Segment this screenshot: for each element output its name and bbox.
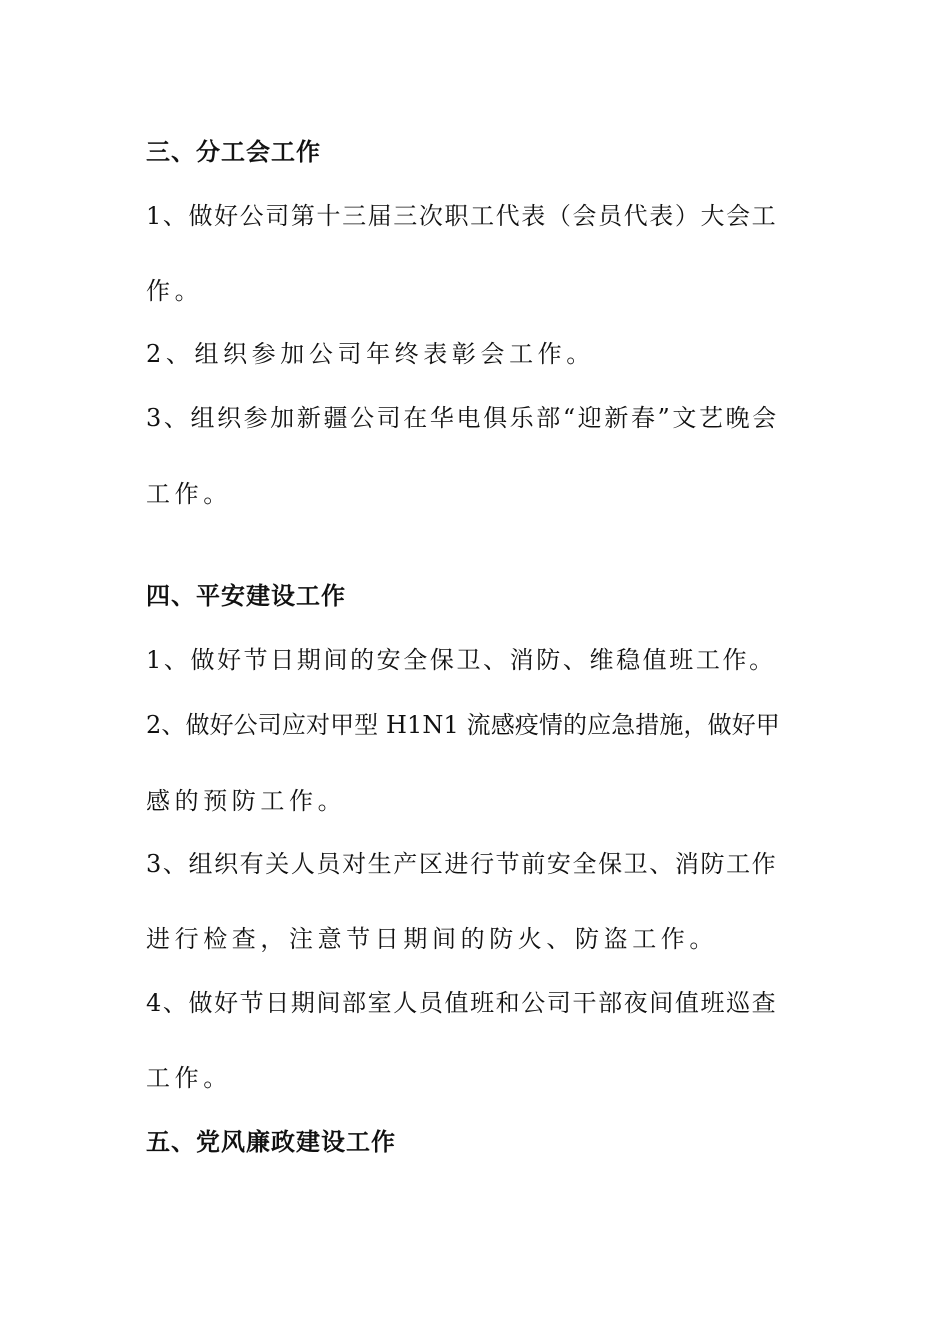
section-heading-5: 五、党风廉政建设工作: [146, 1127, 396, 1156]
section-heading-3: 三、分工会工作: [146, 137, 321, 166]
paragraph-line: 感的预防工作。: [146, 787, 347, 815]
paragraph-line: 3、组织参加新疆公司在华电俱乐部“迎新春”文艺晚会: [146, 404, 779, 432]
section-heading-4: 四、平安建设工作: [146, 581, 346, 610]
paragraph-line: 2、组织参加公司年终表彰会工作。: [146, 340, 595, 368]
paragraph-line: 2、做好公司应对甲型 H1N1 流感疫情的应急措施，做好甲: [146, 711, 780, 739]
paragraph-line: 作。: [146, 277, 204, 305]
paragraph-line: 1、做好公司第十三届三次职工代表（会员代表）大会工: [146, 202, 778, 230]
paragraph-line: 工作。: [146, 1064, 232, 1092]
paragraph-line: 3、组织有关人员对生产区进行节前安全保卫、消防工作: [146, 850, 778, 878]
paragraph-line: 进行检查，注意节日期间的防火、防盗工作。: [146, 925, 718, 953]
paragraph-line: 工作。: [146, 480, 232, 508]
paragraph-line: 1、做好节日期间的安全保卫、消防、维稳值班工作。: [146, 646, 776, 674]
paragraph-line: 4、做好节日期间部室人员值班和公司干部夜间值班巡查: [146, 989, 778, 1017]
